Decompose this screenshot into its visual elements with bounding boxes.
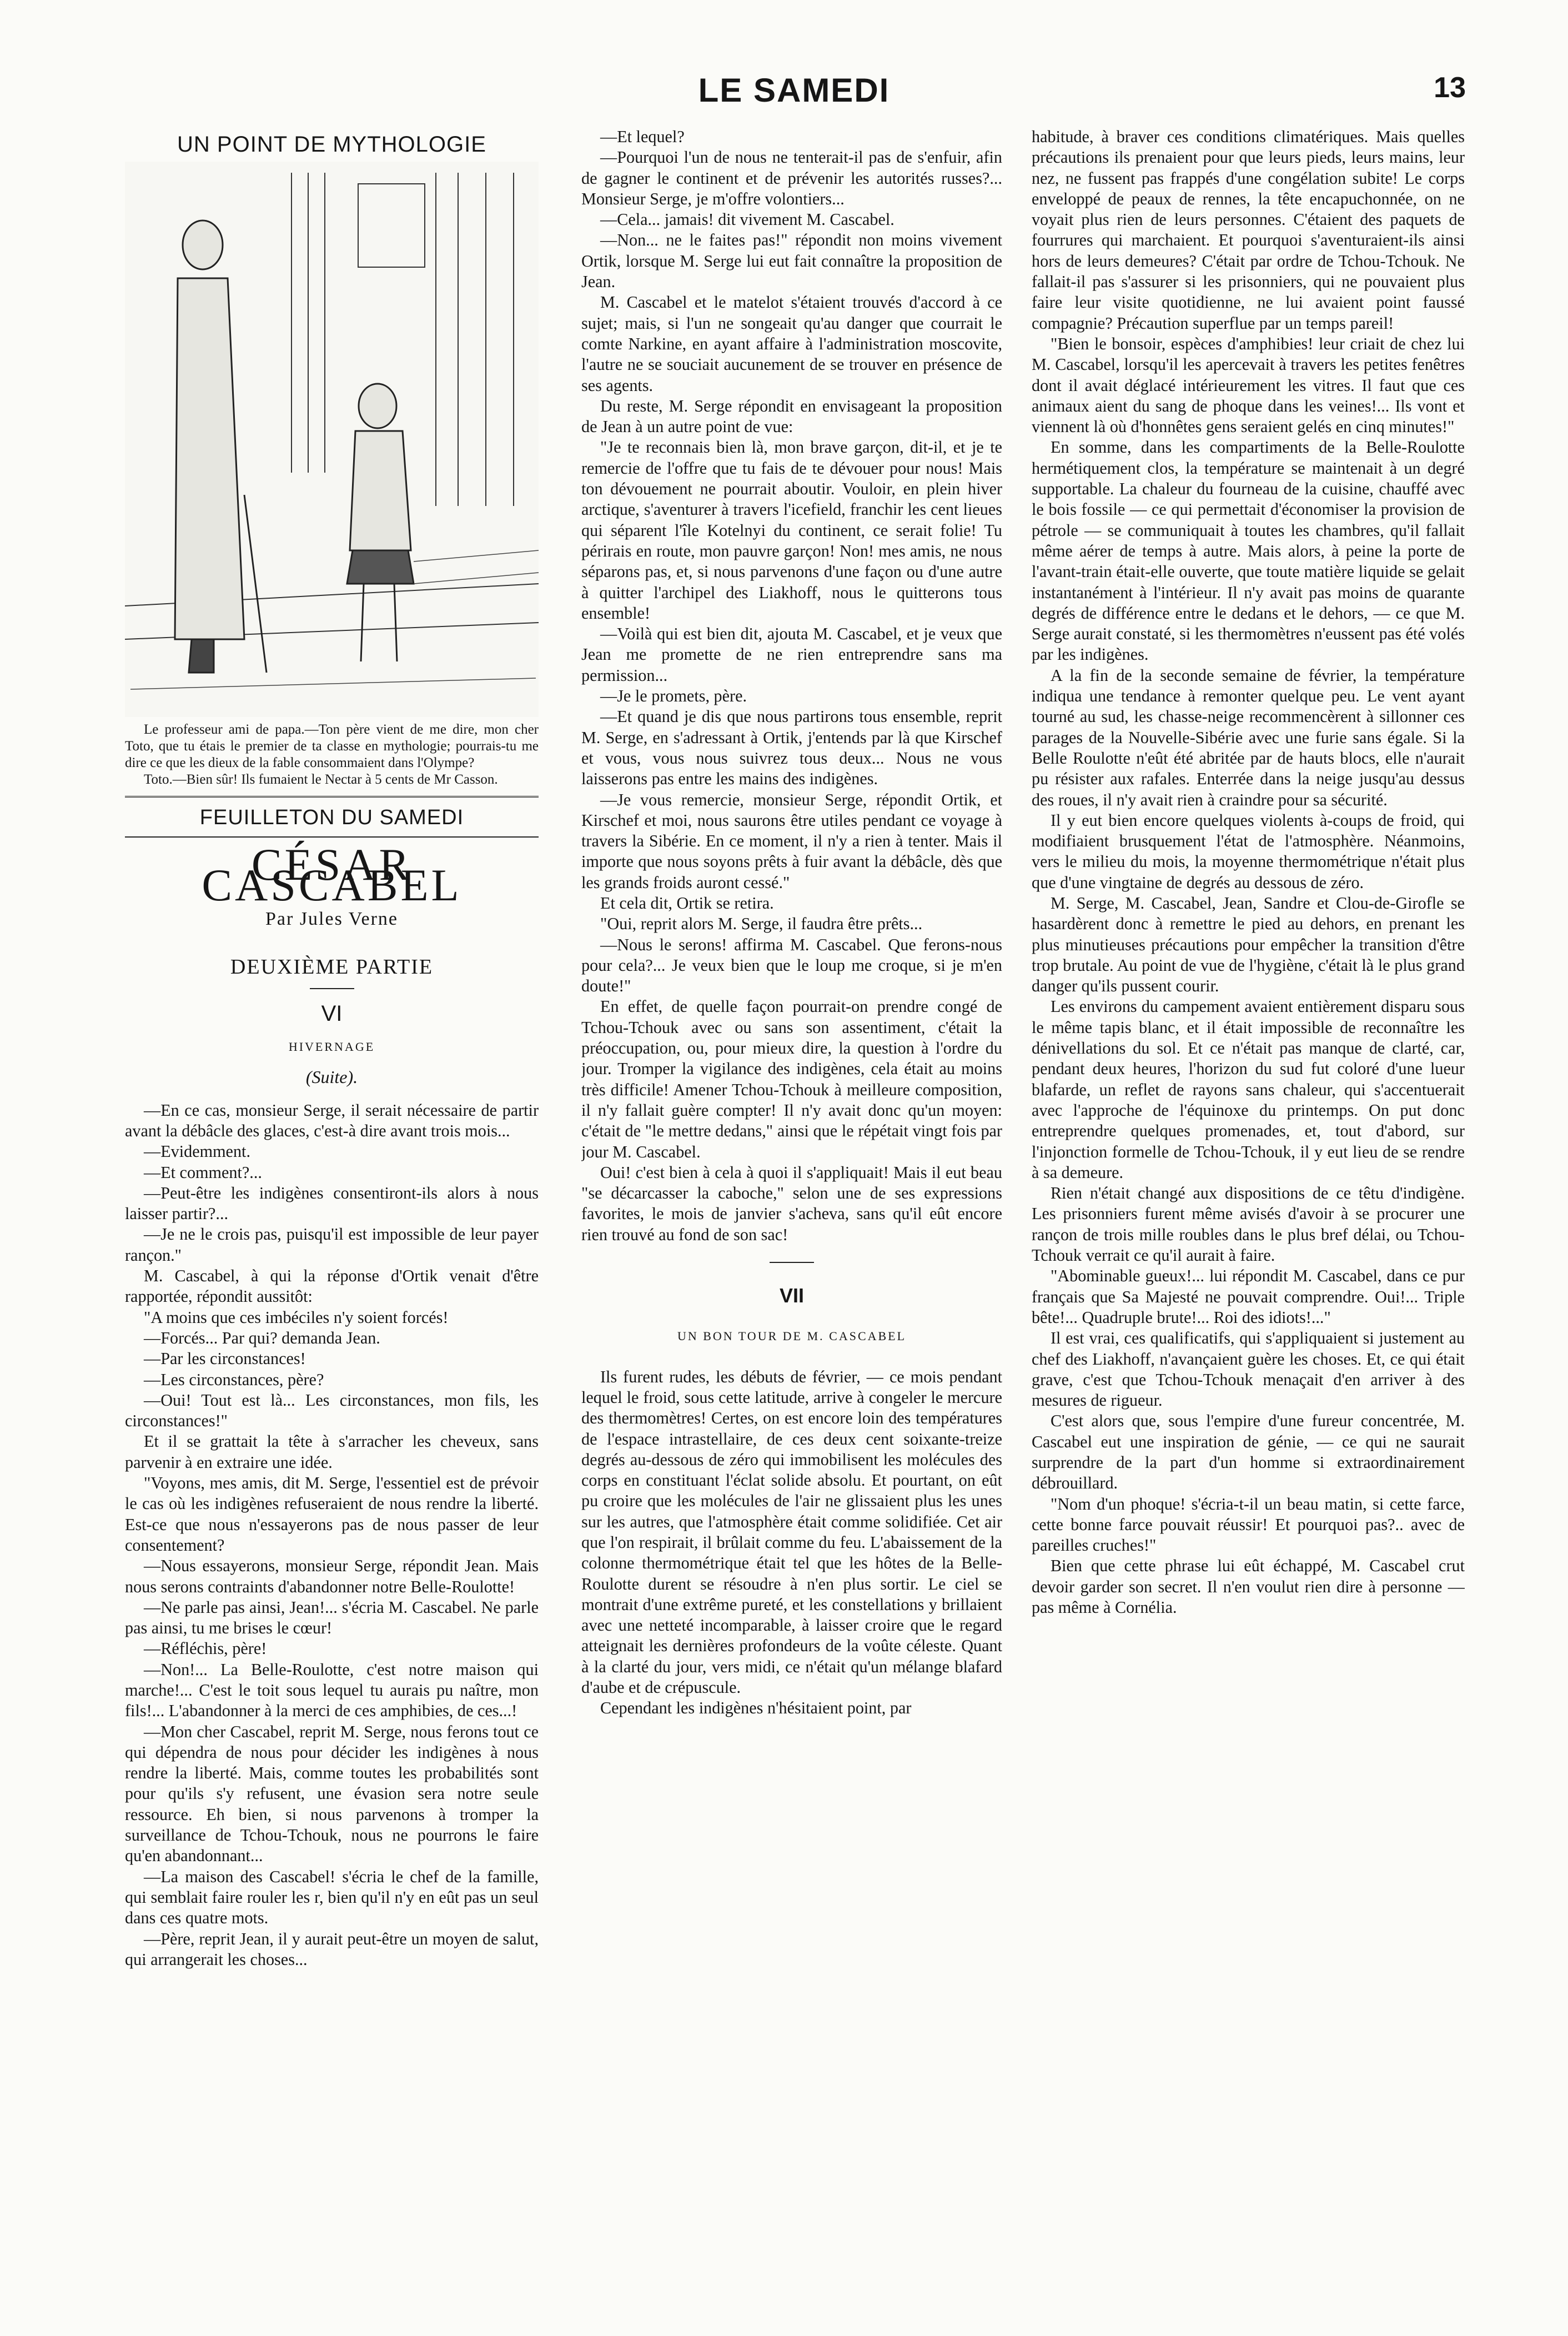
- paragraph: Il y eut bien encore quelques violents à-coups de froid, qui modifiaient brusquement l'état de l'atmosphère. Néanmoins, vers le milieu du mois, la moyenne thermométrique n'était plus que d'une vingtaine de degrés au dessous de zéro.: [1032, 810, 1465, 892]
- cartoon-title: UN POINT DE MYTHOLOGIE: [177, 132, 486, 157]
- continued-note: (Suite).: [305, 1067, 358, 1087]
- paragraph: —Nous le serons! affirma M. Cascabel. Que ferons-nous pour cela?... Je veux bien que le loup me croque, si je m'en doute!": [581, 935, 1002, 996]
- paragraph: "Nom d'un phoque! s'écria-t-il un beau matin, si cette farce, cette bonne farce pouvait réussir! Et pourquoi pas?.. avec de pareilles cruches!": [1032, 1494, 1465, 1555]
- chapter-number: VII: [779, 1284, 804, 1307]
- paragraph: Bien que cette phrase lui eût échappé, M. Cascabel crut devoir garder son secret. Il n'en voulut rien dire à personne — pas même à Cornélia.: [1032, 1556, 1465, 1617]
- paragraph: —La maison des Cascabel! s'écria le chef de la famille, qui semblait faire rouler les r, bien qu'il n'y en eût pas un seul dans ces quatre mots.: [125, 1867, 539, 1928]
- paragraph: En somme, dans les compartiments de la Belle-Roulotte hermétiquement clos, la température se maintenait à un degré supportable. La chaleur du fourneau de la cuisine, chauffé avec le bois fossile — ce qui permettait d'économiser la provision de pétrole — se communiquait à toutes les chambres, qu'il fallait même aérer de temps à autre. Mais alors, à peine la porte de l'avant-train était-elle ouverte, que toute matière liquide se gelait instantanément à l'intérieur. Il n'y avait pas moins de quarante degrés de différence entre le dedans et le dehors, — ce que M. Serge aurait constaté, si les thermomètres n'eussent pas été volés par les indigènes.: [1032, 438, 1465, 664]
- paragraph: Ils furent rudes, les débuts de février, — ce mois pendant lequel le froid, sous cette latitude, arrive à congeler le mercure des thermomètres! Certes, on est encore loin des températures de l'espace intrastellaire, de ces deux cent soixante-treize degrés au-dessous de zéro qui immobilisent les molécules des corps en constituant l'éclat solide absolu. Et pourtant, on eût pu croire que les molécules de l'air ne glissaient plus les unes sur les autres, que l'atmosphère était comme solidifiée. Cet air que l'on respirait, il brûlait comme du feu. L'abaissement de la colonne thermométrique était tel que les hôtes de la Belle-Roulotte durent se résoudre à n'en plus sortir. Le ciel se montrait d'une extrême pureté, et les constellations y brillaient avec une netteté incomparable, à laisser croire que le regard atteignait les dernières profondeurs de la voûte céleste. Quant à la clarté du jour, vers midi, ce n'était qu'un mélange blafard d'aube et de crépuscule.: [581, 1367, 1002, 1697]
- column-1: [125, 127, 539, 2326]
- paragraph: —Peut-être les indigènes consentiront-ils alors à nous laisser partir?...: [125, 1183, 539, 1224]
- paragraph: —Non!... La Belle-Roulotte, c'est notre maison qui marche!... C'est le toit sous lequel tu aurais pu naître, mon fils!... L'abandonner à la merci de ces amphibies, de ces...!: [125, 1660, 539, 1721]
- paragraph: M. Serge, M. Cascabel, Jean, Sandre et Clou-de-Girofle se hasardèrent donc à remettre le pied au dehors, en prenant les plus minutieuses précautions pour empêcher la transition d'être trop brutale. Au point de vue de l'hygiène, c'était là le plus grand danger qu'ils pussent courir.: [1032, 893, 1465, 996]
- column-2-body: [581, 1367, 1002, 1719]
- caption-line: Toto.—Bien sûr! Ils fumaient le Nectar à 5 cents de Mr Casson.: [144, 772, 498, 788]
- novel-title: CÉSAR CASCABEL: [202, 839, 462, 910]
- paragraph: —Forcés... Par qui? demanda Jean.: [144, 1328, 380, 1347]
- novel-author: Par Jules Verne: [265, 909, 398, 930]
- paragraph: Cependant les indigènes n'hésitaient point, par: [600, 1698, 912, 1718]
- paragraph: "Abominable gueux!... lui répondit M. Cascabel, dans ce pur français que Sa Majesté ne pouvait comprendre. Oui!... Triple bête!... Quadruple brute!... Roi des idiots!...": [1032, 1266, 1465, 1327]
- paragraph: —Oui! Tout est là... Les circonstances, mon fils, les circonstances!": [125, 1390, 539, 1431]
- chapter-subtitle: UN BON TOUR DE M. CASCABEL: [677, 1329, 907, 1344]
- paragraph: En effet, de quelle façon pourrait-on prendre congé de Tchou-Tchouk avec ou sans son assentiment, c'était la préoccupation, ou, pour mieux dire, la question à l'ordre du jour. Tromper la vigilance des indigènes, cela était au moins très difficile! Amener Tchou-Tchouk à meilleure composition, il n'y fallait guère compter! Il n'y avait donc qu'un moyen: c'était de "le mettre dedans," ainsi que le répétait vingt fois par jour M. Cascabel.: [581, 997, 1002, 1161]
- paragraph: A la fin de la seconde semaine de février, la température indiqua une tendance à remonter quelque peu. Le vent ayant tourné au sud, les chasse-neige recommencèrent à sillonner ces parages de la Nouvelle-Sibérie avec une furie sans égale. Si la Belle Roulotte n'eût été abritée par de hauts blocs, elle n'aurait pu résister aux rafales. Enterrée dans la neige jusqu'au dessus des roues, il n'y avait rien à craindre pour sa sécurité.: [1032, 665, 1465, 809]
- page-number: 13: [1434, 72, 1466, 104]
- paragraph: M. Cascabel et le matelot s'étaient trouvés d'accord à ce sujet; mais, si l'un ne songeait qu'au danger que courrait le comte Narkine, en ayant affaire à l'administration moscovite, l'autre ne se souciait aucunement de se trouver en présence de ses agents.: [581, 293, 1002, 395]
- paragraph: M. Cascabel, à qui la réponse d'Ortik venait d'être rapportée, répondit aussitôt:: [125, 1266, 539, 1306]
- cartoon-caption: [125, 721, 539, 788]
- paragraph: —Pourquoi l'un de nous ne tenterait-il pas de s'enfuir, afin de gagner le continent et de prévenir les autorités russes?... Monsieur Serge, je m'offre volontiers...: [581, 148, 1002, 208]
- cartoon-illustration: [125, 162, 539, 717]
- paragraph: —En ce cas, monsieur Serge, il serait nécessaire de partir avant la débâcle des glaces, c'est-à dire avant trois mois...: [125, 1100, 539, 1140]
- paragraph: —Père, reprit Jean, il y aurait peut-être un moyen de salut, qui arrangerait les choses...: [125, 1929, 539, 1969]
- newspaper-title: LE SAMEDI: [698, 72, 890, 109]
- chapter-subtitle: HIVERNAGE: [288, 1040, 375, 1054]
- paragraph: "A moins que ces imbéciles n'y soient forcés!: [144, 1307, 449, 1327]
- column-3-body: [1032, 127, 1465, 1618]
- paragraph: Rien n'était changé aux dispositions de ce têtu d'indigène. Les prisonniers furent même avisés d'avoir à se procurer une rançon de trois mille roubles dans le plus bref délai, ou Tchou-Tchouk verrait ce qu'il aurait à faire.: [1032, 1184, 1465, 1265]
- divider: [770, 1262, 814, 1263]
- paragraph: —Je vous remercie, monsieur Serge, répondit Ortik, et Kirschef et moi, nous saurons être utiles pendant ce voyage à travers la Sibérie. En ce moment, il n'y a rien à tenter. Mais il importe que nous soyons prêts à fuir avant la débâcle, dès que les grands froids auront cessé.": [581, 790, 1002, 892]
- page-header: [122, 66, 1466, 121]
- paragraph: —Cela... jamais! dit vivement M. Cascabel.: [600, 210, 894, 229]
- divider: [125, 796, 539, 798]
- paragraph: —Je le promets, père.: [600, 686, 747, 706]
- paragraph: —Et quand je dis que nous partirons tous ensemble, reprit M. Serge, en s'adressant à Ortik, j'entends par là que Kirschef et vous, vous nous suivrez tous deux... Nous ne vous laisserons pas entre les mains des indigènes.: [581, 707, 1002, 789]
- feuilleton-heading: FEUILLETON DU SAMEDI: [199, 806, 464, 830]
- part-heading: DEUXIÈME PARTIE: [230, 955, 434, 979]
- column-2: [581, 127, 1002, 2326]
- paragraph: —Non... ne le faites pas!" répondit non moins vivement Ortik, lorsque M. Serge lui eut fait connaître la proposition de Jean.: [581, 230, 1002, 292]
- paragraph: "Oui, reprit alors M. Serge, il faudra être prêts...: [600, 914, 923, 934]
- paragraph: —Par les circonstances!: [144, 1349, 306, 1368]
- paragraph: —Je ne le crois pas, puisqu'il est impossible de leur payer rançon.": [125, 1225, 539, 1265]
- paragraph: Oui! c'est bien à cela à quoi il s'appliquait! Mais il eut beau "se décarcasser la caboche," selon une de ses expressions favorites, le mois de janvier s'acheva, sans qu'il eût encore rien trouvé au fond de son sac!: [581, 1162, 1002, 1244]
- column-3: [1032, 127, 1465, 2326]
- column-2-body: [581, 127, 1002, 1245]
- chapter-number: VI: [321, 1001, 343, 1026]
- paragraph: —Ne parle pas ainsi, Jean!... s'écria M. Cascabel. Ne parle pas ainsi, tu me brises le cœur!: [125, 1597, 539, 1638]
- paragraph: "Bien le bonsoir, espèces d'amphibies! leur criait de chez lui M. Cascabel, lorsqu'il les apercevait à travers les petites fenêtres dont il avait déglacé intérieurement les vitres. Il faut que ces animaux aient du sang de phoque dans les veines!... Ils vont et viennent là où d'honnêtes gens seraient gelés en cinq minutes!": [1032, 334, 1465, 437]
- paragraph: —Nous essayerons, monsieur Serge, répondit Jean. Mais nous serons contraints d'abandonner notre Belle-Roulotte!: [125, 1556, 539, 1596]
- paragraph: —Les circonstances, père?: [144, 1370, 324, 1389]
- paragraph: Il est vrai, ces qualificatifs, qui s'appliquaient si justement au chef des Liakhoff, n'avançaient guère les choses. Et, ce qui était grave, c'est que Tchou-Tchouk menaçait d'en arriver à des mesures de rigueur.: [1032, 1329, 1465, 1410]
- paragraph: —Evidemment.: [144, 1142, 250, 1161]
- paragraph: —Voilà qui est bien dit, ajouta M. Cascabel, et je veux que Jean me promette de ne rien entreprendre sans ma permission...: [581, 624, 1002, 685]
- paragraph: —Réfléchis, père!: [144, 1639, 267, 1658]
- paragraph: habitude, à braver ces conditions climatériques. Mais quelles précautions ils prenaient pour que leurs pieds, leurs mains, leur nez, ne fussent pas frappés d'une congélation subite! Le corps enveloppé de peaux de rennes, la tête encapuchonnée, on ne voyait plus rien de leurs personnes. C'étaient des paquets de fourrures qui marchaient. Et pourquoi s'aventuraient-ils ainsi hors de leurs demeures? C'était par ordre de Tchou-Tchouk. Ne fallait-il pas s'assurer si les prisonniers, qui ne pouvaient plus faire leur visite quotidienne, ne lui avaient point faussé compagnie? Précaution superflue par un temps pareil!: [1032, 127, 1465, 333]
- paragraph: Et il se grattait la tête à s'arracher les cheveux, sans parvenir à en extraire une idée.: [125, 1432, 539, 1472]
- paragraph: —Et comment?...: [144, 1162, 262, 1182]
- paragraph: Les environs du campement avaient entièrement disparu sous le même tapis blanc, et il était impossible de reconnaître les dénivellations du sol. Et ce n'était pas manque de clarté, car, pendant deux heures, l'horizon du sud fut coloré d'une lueur blafarde, un reflet de rayons sans chaleur, qui s'accentuerait avec l'approche de l'équinoxe du printemps. On put donc entreprendre quelques promenades, et, tout d'abord, sur l'injonction formelle de Tchou-Tchouk, il y eut lieu de se rendre à sa demeure.: [1032, 997, 1465, 1182]
- paragraph: Et cela dit, Ortik se retira.: [600, 893, 774, 913]
- caption-line: Le professeur ami de papa.—Ton père vient de me dire, mon cher Toto, que tu étais le premier de ta classe en mythologie; pourrais-tu me dire ce que les dieux de la fable consommaient dans l'Olympe?: [125, 722, 539, 771]
- paragraph: —Mon cher Cascabel, reprit M. Serge, nous ferons tout ce qui dépendra de nous pour décider les indigènes à nous rendre la liberté. Mais, comme toutes les probabilités sont pour qu'ils s'y refusent, une évasion sera notre seule ressource. Eh bien, si nous parvenons à tromper la surveillance de Tchou-Tchouk, nous ne pourrons le faire qu'en abandonnant...: [125, 1722, 539, 1866]
- paragraph: Du reste, M. Serge répondit en envisageant la proposition de Jean à un autre point de vue:: [581, 396, 1002, 437]
- column-1-body: [125, 1100, 539, 1970]
- paragraph: "Voyons, mes amis, dit M. Serge, l'essentiel est de prévoir le cas où les indigènes refuseraient de nous rendre la liberté. Est-ce que nous n'essayerons pas de nous passer de leur consentement?: [125, 1473, 539, 1555]
- paragraph: —Et lequel?: [600, 127, 685, 146]
- paragraph: C'est alors que, sous l'empire d'une fureur concentrée, M. Cascabel eut une inspiration de génie, — ce qui ne saurait surprendre de la part d'un homme si extraordinairement débrouillard.: [1032, 1411, 1465, 1493]
- cartoon-drawing: [125, 162, 539, 717]
- divider: [310, 988, 354, 989]
- paragraph: "Je te reconnais bien là, mon brave garçon, dit-il, et je te remercie de l'offre que tu fais de te dévouer pour nous! Mais ton dévouement ne pourrait aboutir. Vouloir, en plein hiver arctique, s'aventurer à travers l'icefield, franchir les cent lieues qui séparent l'île Kotelnyi du continent, ce serait folie! Tu périrais en route, mon pauvre garçon! Non! mes amis, ne nous séparons pas, et, si nous parvenons d'une façon ou d'une autre à quitter l'archipel des Liakhoff, nous le quitterons tous ensemble!: [581, 438, 1002, 623]
- divider: [125, 836, 539, 838]
